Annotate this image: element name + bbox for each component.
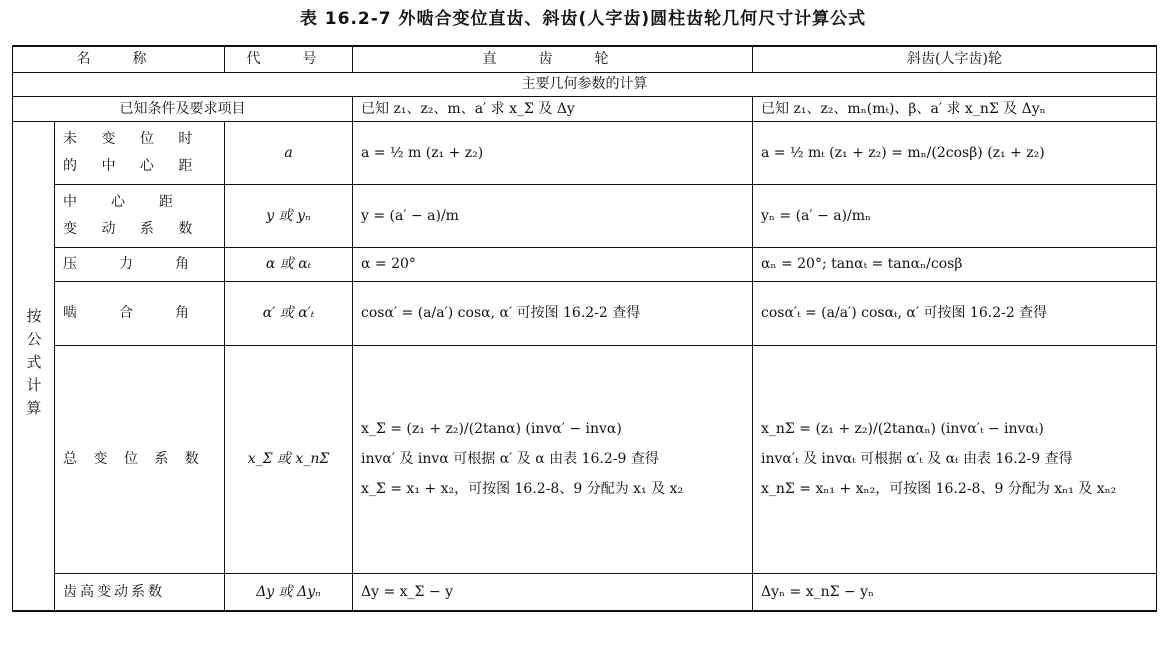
group-label: 按公式计算 bbox=[13, 121, 55, 611]
row-name: 总 变 位 系 数 bbox=[55, 345, 225, 573]
section-title: 主要几何参数的计算 bbox=[13, 72, 1157, 96]
spur-formula-line: x_Σ = (z₁ + z₂)/(2tanα) (invα′ − invα) bbox=[361, 421, 622, 437]
row-spur-formula: y = (a′ − a)/m bbox=[353, 184, 753, 247]
header-name: 名 称 bbox=[13, 46, 225, 72]
row-spur-formula: α = 20° bbox=[353, 247, 753, 281]
row-helical-formula: αₙ = 20°; tanαₜ = tanαₙ/cosβ bbox=[753, 247, 1157, 281]
row-name-line2: 的 中 心 距 bbox=[63, 157, 203, 174]
helical-formula-line: x_nΣ = (z₁ + z₂)/(2tanαₙ) (invα′ₜ − invαₜ) bbox=[761, 421, 1044, 437]
row-symbol: y 或 yₙ bbox=[225, 184, 353, 247]
row-name-line1: 未 变 位 时 bbox=[63, 130, 203, 147]
table-row bbox=[13, 247, 1157, 281]
known-row bbox=[13, 96, 1157, 121]
row-name: 啮 合 角 bbox=[55, 281, 225, 345]
table-row bbox=[13, 345, 1157, 573]
row-helical-formula: cosα′ₜ = (a/a′) cosαₜ, α′ 可按图 16.2-2 查得 bbox=[753, 281, 1157, 345]
row-symbol: Δy 或 Δyₙ bbox=[225, 573, 353, 611]
row-helical-formula: a = ½ mₜ (z₁ + z₂) = mₙ/(2cosβ) (z₁ + z₂) bbox=[753, 121, 1157, 184]
row-symbol: α′ 或 α′ₜ bbox=[225, 281, 353, 345]
helical-formula-line: x_nΣ = xₙ₁ + xₙ₂，可按图 16.2-8、9 分配为 xₙ₁ 及 xₙ₂ bbox=[761, 481, 1117, 497]
section-row bbox=[13, 72, 1157, 96]
row-helical-formula: Δyₙ = x_nΣ − yₙ bbox=[753, 573, 1157, 611]
table-row bbox=[13, 121, 1157, 184]
row-spur-formula: Δy = x_Σ − y bbox=[353, 573, 753, 611]
row-spur-formula: a = ½ m (z₁ + z₂) bbox=[353, 121, 753, 184]
row-spur-formula: cosα′ = (a/a′) cosα, α′ 可按图 16.2-2 查得 bbox=[353, 281, 753, 345]
known-spur: 已知 z₁、z₂、m、a′ 求 x_Σ 及 Δy bbox=[353, 96, 753, 121]
row-symbol: α 或 αₜ bbox=[225, 247, 353, 281]
row-name-line2: 变 动 系 数 bbox=[63, 220, 203, 237]
formula-table bbox=[12, 45, 1157, 612]
header-row bbox=[13, 46, 1157, 72]
table-row bbox=[13, 573, 1157, 611]
header-symbol: 代 号 bbox=[225, 46, 353, 72]
spur-formula-line: invα′ 及 invα 可根据 α′ 及 α 由表 16.2-9 查得 bbox=[361, 451, 659, 467]
row-symbol: x_Σ 或 x_nΣ bbox=[225, 345, 353, 573]
header-spur: 直 齿 轮 bbox=[353, 46, 753, 72]
row-helical-formula bbox=[753, 345, 1157, 573]
row-name bbox=[55, 184, 225, 247]
helical-formula-line: invα′ₜ 及 invαₜ 可根据 α′ₜ 及 αₜ 由表 16.2-9 查得 bbox=[761, 451, 1073, 467]
row-name bbox=[55, 121, 225, 184]
row-helical-formula: yₙ = (a′ − a)/mₙ bbox=[753, 184, 1157, 247]
row-symbol: a bbox=[225, 121, 353, 184]
table-row bbox=[13, 281, 1157, 345]
header-helical: 斜齿(人字齿)轮 bbox=[753, 46, 1157, 72]
row-name: 压 力 角 bbox=[55, 247, 225, 281]
known-helical: 已知 z₁、z₂、mₙ(mₜ)、β、a′ 求 x_nΣ 及 Δyₙ bbox=[753, 96, 1157, 121]
row-spur-formula bbox=[353, 345, 753, 573]
table-row bbox=[13, 184, 1157, 247]
row-name-line1: 中 心 距 bbox=[63, 193, 183, 210]
spur-formula-line: x_Σ = x₁ + x₂，可按图 16.2-8、9 分配为 x₁ 及 x₂ bbox=[361, 481, 684, 497]
table-title: 表 16.2-7 外啮合变位直齿、斜齿(人字齿)圆柱齿轮几何尺寸计算公式 bbox=[299, 9, 867, 29]
known-label: 已知条件及要求项目 bbox=[13, 96, 353, 121]
row-name: 齿高变动系数 bbox=[55, 573, 225, 611]
